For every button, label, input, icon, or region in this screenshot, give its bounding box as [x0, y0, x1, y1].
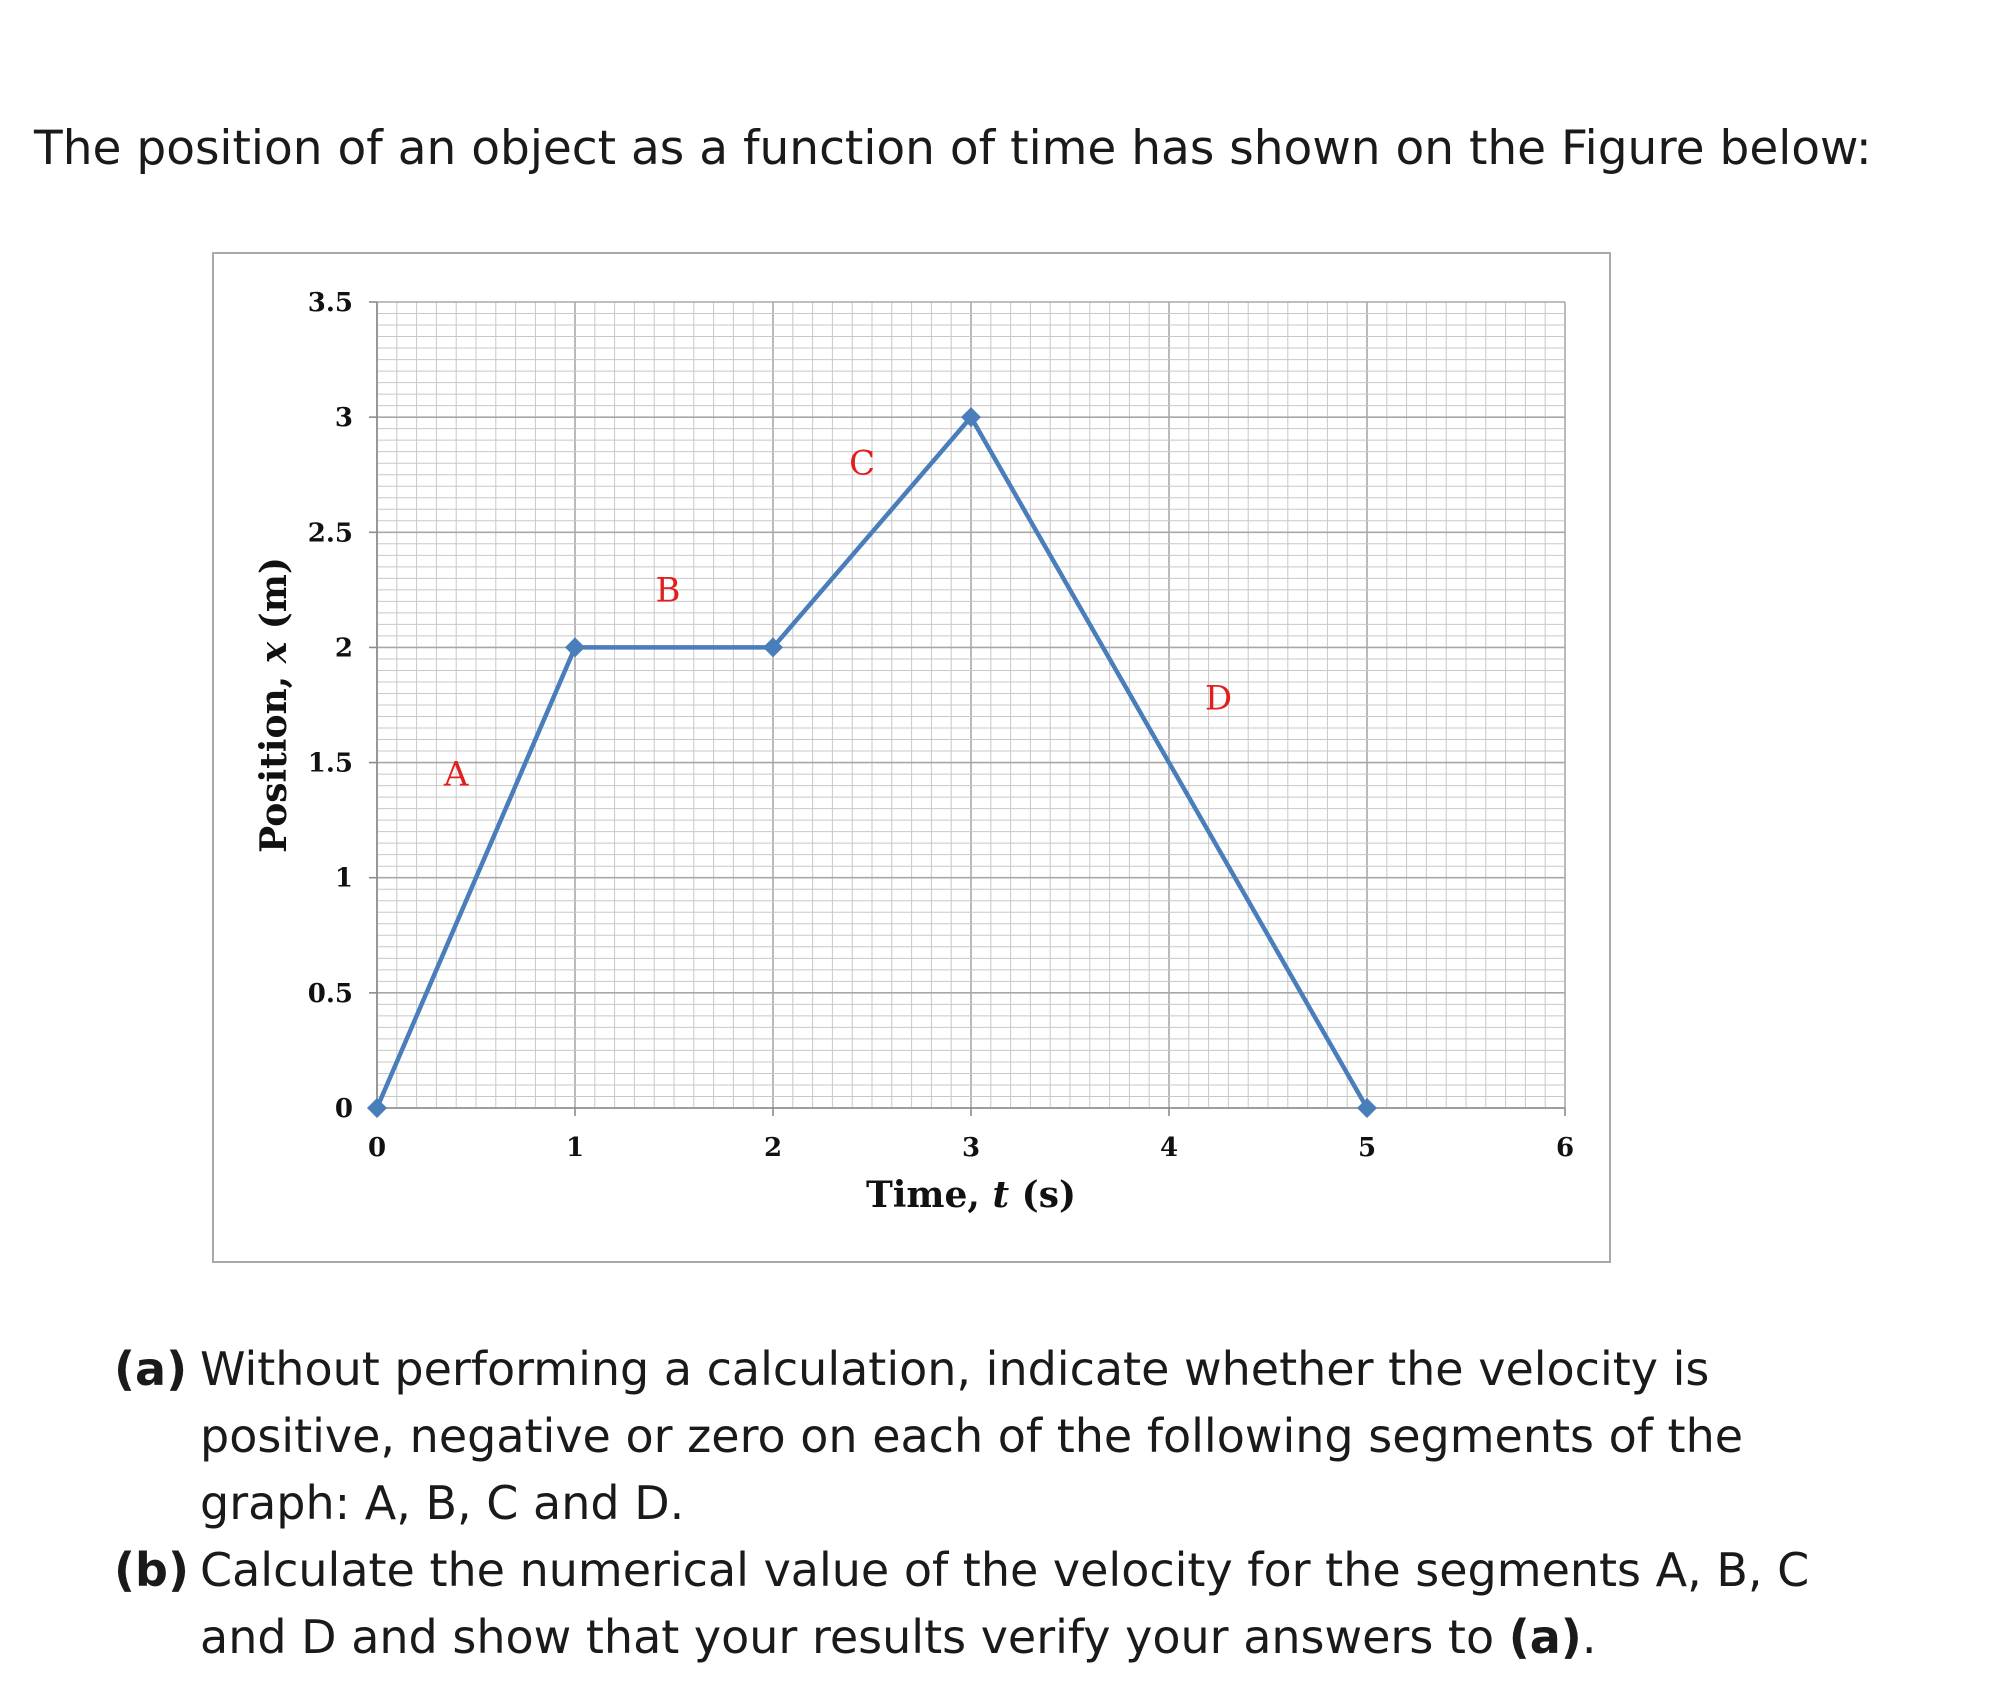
y-tick-label: 1 [334, 863, 353, 894]
intro-text: The position of an object as a function of time has shown on the Figure below: [34, 121, 1872, 176]
data-point-marker [565, 637, 585, 657]
y-tick-label: 2 [334, 633, 353, 664]
figure-frame [212, 252, 1611, 1263]
position-time-chart [214, 254, 1609, 1261]
y-tick-label: 1.5 [307, 748, 353, 779]
x-tick-label: 2 [763, 1133, 783, 1163]
question-a-marker: (a) [114, 1342, 188, 1396]
segment-label-a: A [443, 754, 469, 795]
question-b-text: Calculate the numerical value of the velocity for the segments A, B, C and D and show that your results verify your answers to [200, 1543, 1810, 1664]
questions [114, 1336, 1994, 1671]
data-point-marker [1357, 1098, 1377, 1118]
data-point-marker [367, 1098, 387, 1118]
x-axis-title: Time, t (s) [865, 1174, 1077, 1216]
x-tick-label: 0 [367, 1133, 387, 1163]
y-tick-label: 2.5 [307, 518, 353, 549]
question-a-text: Without performing a calculation, indicate whether the velocity is positive, negative or zero on each of the following segments of the graph: A, B, C and D. [200, 1342, 1744, 1530]
question-b-reference: (a) [1508, 1610, 1582, 1664]
segment-label-c: C [849, 443, 876, 484]
y-tick-label: 3.5 [307, 288, 353, 318]
x-tick-label: 3 [961, 1133, 981, 1163]
y-tick-label: 0 [334, 1094, 353, 1124]
question-b-suffix: . [1581, 1610, 1597, 1664]
x-tick-label: 5 [1357, 1133, 1377, 1163]
segment-label-d: D [1204, 678, 1233, 719]
segment-labels [443, 444, 1232, 795]
y-tick-label: 0.5 [307, 978, 353, 1009]
segment-label-b: B [655, 570, 681, 611]
x-tick-label: 6 [1555, 1133, 1575, 1163]
x-tick-label: 4 [1159, 1133, 1179, 1163]
axes [308, 288, 1574, 1163]
question-a [114, 1336, 1994, 1537]
x-tick-label: 1 [565, 1133, 585, 1163]
y-axis-title: Position, x (m) [253, 557, 295, 853]
question-b-marker: (b) [114, 1543, 189, 1597]
y-tick-label: 3 [334, 403, 353, 434]
question-b-text-wrap [200, 1537, 1860, 1671]
question-b [114, 1537, 1994, 1671]
